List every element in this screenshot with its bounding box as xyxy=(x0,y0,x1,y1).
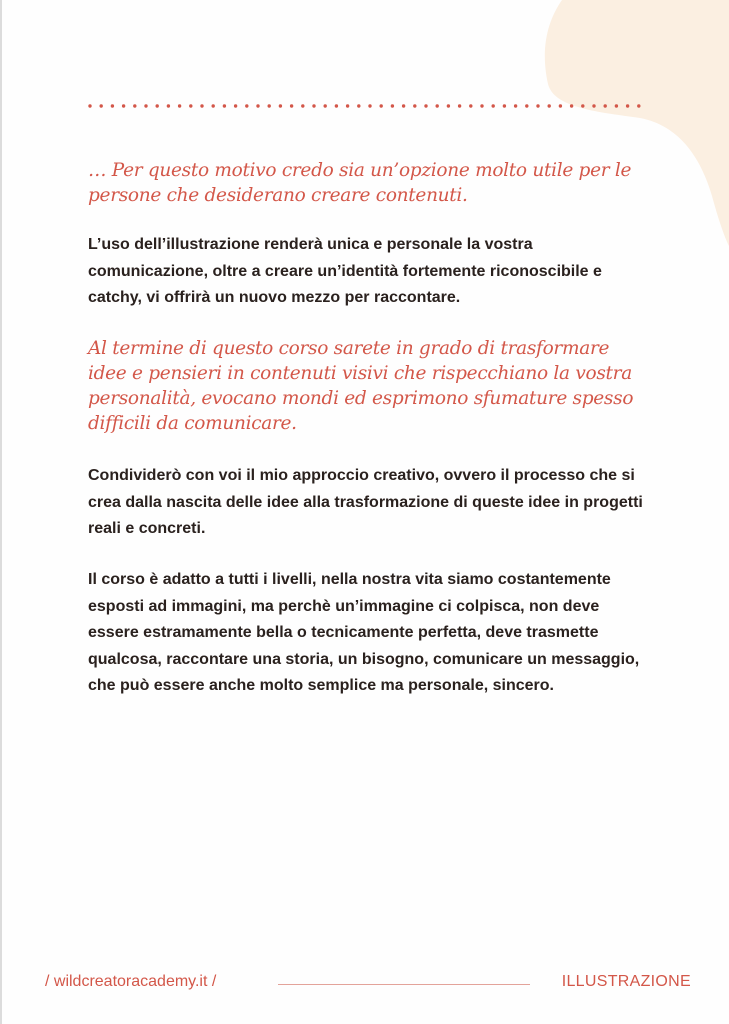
divider-dot xyxy=(604,104,607,107)
paragraph-illustration-use: L’uso dell’illustrazione renderà unica e personale la vostra comunicazione, oltre a creare un’identità fortemente riconoscibile e catchy, vi offrirà un nuovo mezzo per raccontare. xyxy=(88,236,602,306)
divider-dot xyxy=(234,104,237,107)
divider-dot xyxy=(492,104,495,107)
divider-dot xyxy=(368,104,371,107)
divider-dot xyxy=(346,104,349,107)
divider-dot xyxy=(592,104,595,107)
divider-dot xyxy=(290,104,293,107)
decorative-blob xyxy=(0,0,729,260)
divider-dot xyxy=(436,104,439,107)
divider-dot xyxy=(335,104,338,107)
divider-dot xyxy=(312,104,315,107)
divider-dot xyxy=(391,104,394,107)
divider-dot xyxy=(570,104,573,107)
divider-dot xyxy=(548,104,551,107)
divider-dot xyxy=(514,104,517,107)
divider-dot xyxy=(357,104,360,107)
divider-dot xyxy=(324,104,327,107)
dotted-divider xyxy=(88,101,650,111)
divider-dot xyxy=(637,104,640,107)
divider-dot xyxy=(189,104,192,107)
divider-dot xyxy=(480,104,483,107)
footer-website-link[interactable]: / wildcreatoracademy.it / xyxy=(45,973,217,990)
divider-dot xyxy=(200,104,203,107)
highlight-quote: Al termine di questo corso sarete in grado di trasformare idee e pensieri in contenuti visivi che rispecchiano la vostra personalità, evocano mondi ed esprimono sfumature spesso difficili da comunicare. xyxy=(88,338,634,434)
divider-dot xyxy=(301,104,304,107)
divider-dot xyxy=(503,104,506,107)
divider-dot xyxy=(525,104,528,107)
divider-dot xyxy=(212,104,215,107)
divider-dot xyxy=(615,104,618,107)
divider-dot xyxy=(469,104,472,107)
divider-dot xyxy=(256,104,259,107)
divider-dot xyxy=(122,104,125,107)
divider-dot xyxy=(167,104,170,107)
divider-dot xyxy=(156,104,159,107)
divider-dot xyxy=(178,104,181,107)
divider-dot xyxy=(100,104,103,107)
divider-dot xyxy=(268,104,271,107)
divider-dot xyxy=(88,104,91,107)
divider-dot xyxy=(380,104,383,107)
divider-dot xyxy=(413,104,416,107)
divider-dot xyxy=(402,104,405,107)
divider-dot xyxy=(279,104,282,107)
divider-dot xyxy=(133,104,136,107)
divider-dot xyxy=(581,104,584,107)
divider-dot xyxy=(223,104,226,107)
footer-divider xyxy=(278,984,530,985)
divider-dot xyxy=(458,104,461,107)
paragraph-course-levels: Il corso è adatto a tutti i livelli, nella nostra vita siamo costantemente esposti ad immagini, ma perchè un’immagine ci colpisca, non deve essere estramamente bella o tecnicamente perfetta, deve trasmette qualcosa, raccontare una storia, un bisogno, comunicare un messaggio, che può essere anche molto semplice ma personale, sincero. xyxy=(88,571,640,694)
paragraph-creative-approach: Condividerò con voi il mio approccio creativo, ovvero il processo che si crea dalla nascita delle idee alla trasformazione di queste idee in progetti reali e concreti. xyxy=(88,467,643,537)
footer-section-label: ILLUSTRAZIONE xyxy=(561,973,691,990)
divider-dot xyxy=(111,104,114,107)
divider-dot xyxy=(559,104,562,107)
divider-dot xyxy=(245,104,248,107)
intro-quote: … Per questo motivo credo sia un’opzione molto utile per le persone che desiderano creare contenuti. xyxy=(88,160,632,206)
divider-dot xyxy=(626,104,629,107)
divider-dot xyxy=(536,104,539,107)
divider-dot xyxy=(424,104,427,107)
divider-dot xyxy=(144,104,147,107)
divider-dot xyxy=(447,104,450,107)
